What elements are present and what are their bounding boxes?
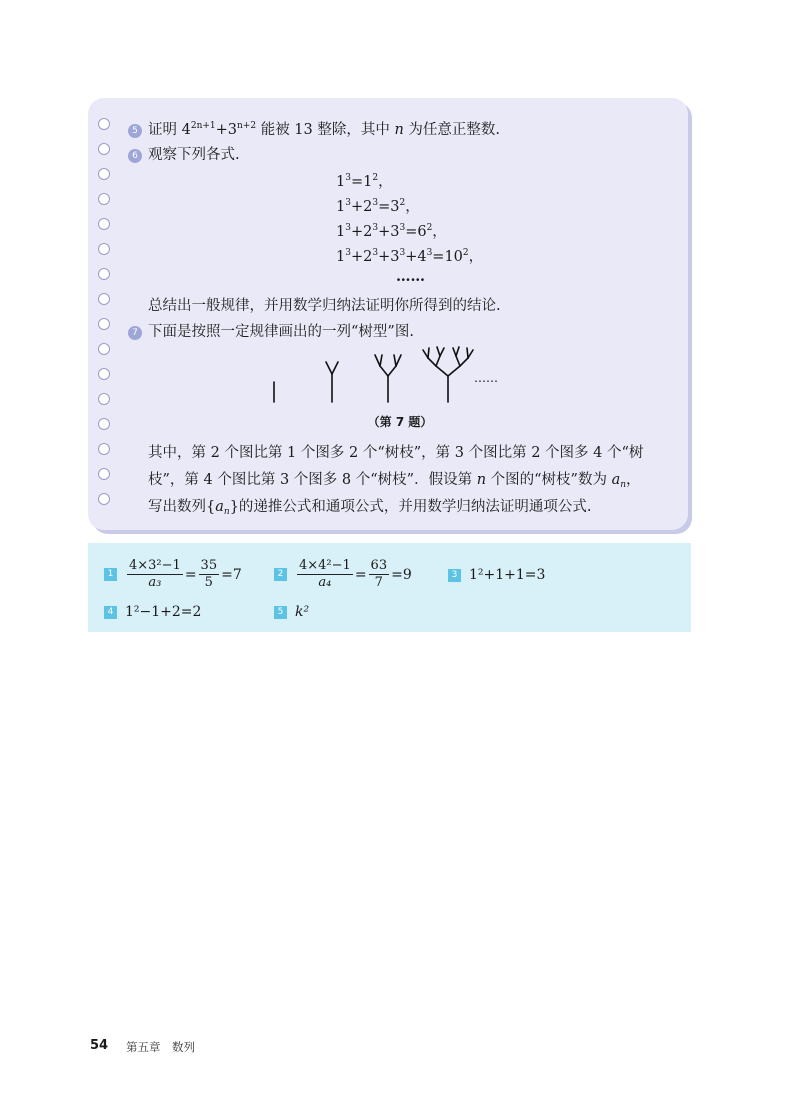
answer-2: 2 $\frac{\text{4×4²−1}}{\text{a₄}}$ = $\frac{63}{7}$ =9 <box>274 558 412 591</box>
answer-number-badge: 5 <box>274 606 287 619</box>
answer-5: 5 k² <box>274 604 309 620</box>
tree-diagram-figure <box>260 342 510 408</box>
question-number-badge: 7 <box>128 326 142 340</box>
binder-ring <box>98 268 110 280</box>
binder-ring <box>98 393 110 405</box>
binder-ring <box>98 168 110 180</box>
exercise-7-intro: 7 下面是按照一定规律画出的一列“树型”图. <box>128 320 414 341</box>
binder-ring <box>98 143 110 155</box>
equation-2: $1^3+2^3=3^2$， <box>336 198 420 215</box>
tree-figure-3 <box>375 355 401 402</box>
binder-ring <box>98 243 110 255</box>
answer-number-badge: 2 <box>274 568 287 581</box>
binder-ring <box>98 318 110 330</box>
binder-ring <box>98 218 110 230</box>
answer-number-badge: 4 <box>104 606 117 619</box>
binder-ring <box>98 293 110 305</box>
equation-1: $1^3=1^2$， <box>336 173 393 190</box>
exercise-7-paragraph-line-1: 其中，第 2 个图比第 1 个图多 2 个“树枝”，第 3 个图比第 2 个图多 4 个“树 <box>148 445 644 461</box>
equation-3: $1^3+2^3+3^3=6^2$， <box>336 223 447 240</box>
question-number-badge: 6 <box>128 149 142 163</box>
ellipsis: …… <box>396 268 425 285</box>
binder-ring <box>98 493 110 505</box>
answer-number-badge: 3 <box>448 569 461 582</box>
chapter-title: 第五章 数列 <box>126 1040 195 1054</box>
answer-4: 4 1²−1+2=2 <box>104 604 201 620</box>
answer-3: 3 1²+1+1=3 <box>448 567 545 583</box>
tree-continuation-dots: …… <box>474 371 498 385</box>
binder-ring <box>98 443 110 455</box>
page-number: 54 <box>90 1038 109 1053</box>
binder-ring <box>98 118 110 130</box>
binder-ring <box>98 193 110 205</box>
question-number-badge: 5 <box>128 124 142 138</box>
binder-ring <box>98 468 110 480</box>
binder-ring <box>98 343 110 355</box>
exercise-6-intro: 6 观察下列各式. <box>128 143 240 164</box>
answer-1: 1 $\frac{\text{4×3²−1}}{\text{a₃}}$ = $\frac{35}{5}$ =7 <box>104 558 242 591</box>
answer-number-badge: 1 <box>104 568 117 581</box>
equation-4: $1^3+2^3+3^3+4^3=10^2$， <box>336 248 484 265</box>
tree-figure-2 <box>326 362 338 402</box>
binder-ring <box>98 368 110 380</box>
tree-figure-4 <box>423 347 473 402</box>
exercise-6-conclusion: 总结出一般规律，并用数学归纳法证明你所得到的结论. <box>148 298 501 314</box>
figure-caption: （第 7 题） <box>367 415 433 429</box>
exercise-7-paragraph-line-3: 写出数列$\{a_n\}$的递推公式和通项公式，并用数学归纳法证明通项公式. <box>148 499 592 517</box>
exercise-5: 5 证明 $4^{2n+1}+3^{n+2}$ 能被 13 整除，其中 n 为任意正整数. <box>128 118 500 139</box>
exercise-7-paragraph-line-2: 枝”，第 4 个图比第 3 个图多 8 个“树枝”．假设第 n 个图的“树枝”数为 $a_n$， <box>148 472 641 490</box>
